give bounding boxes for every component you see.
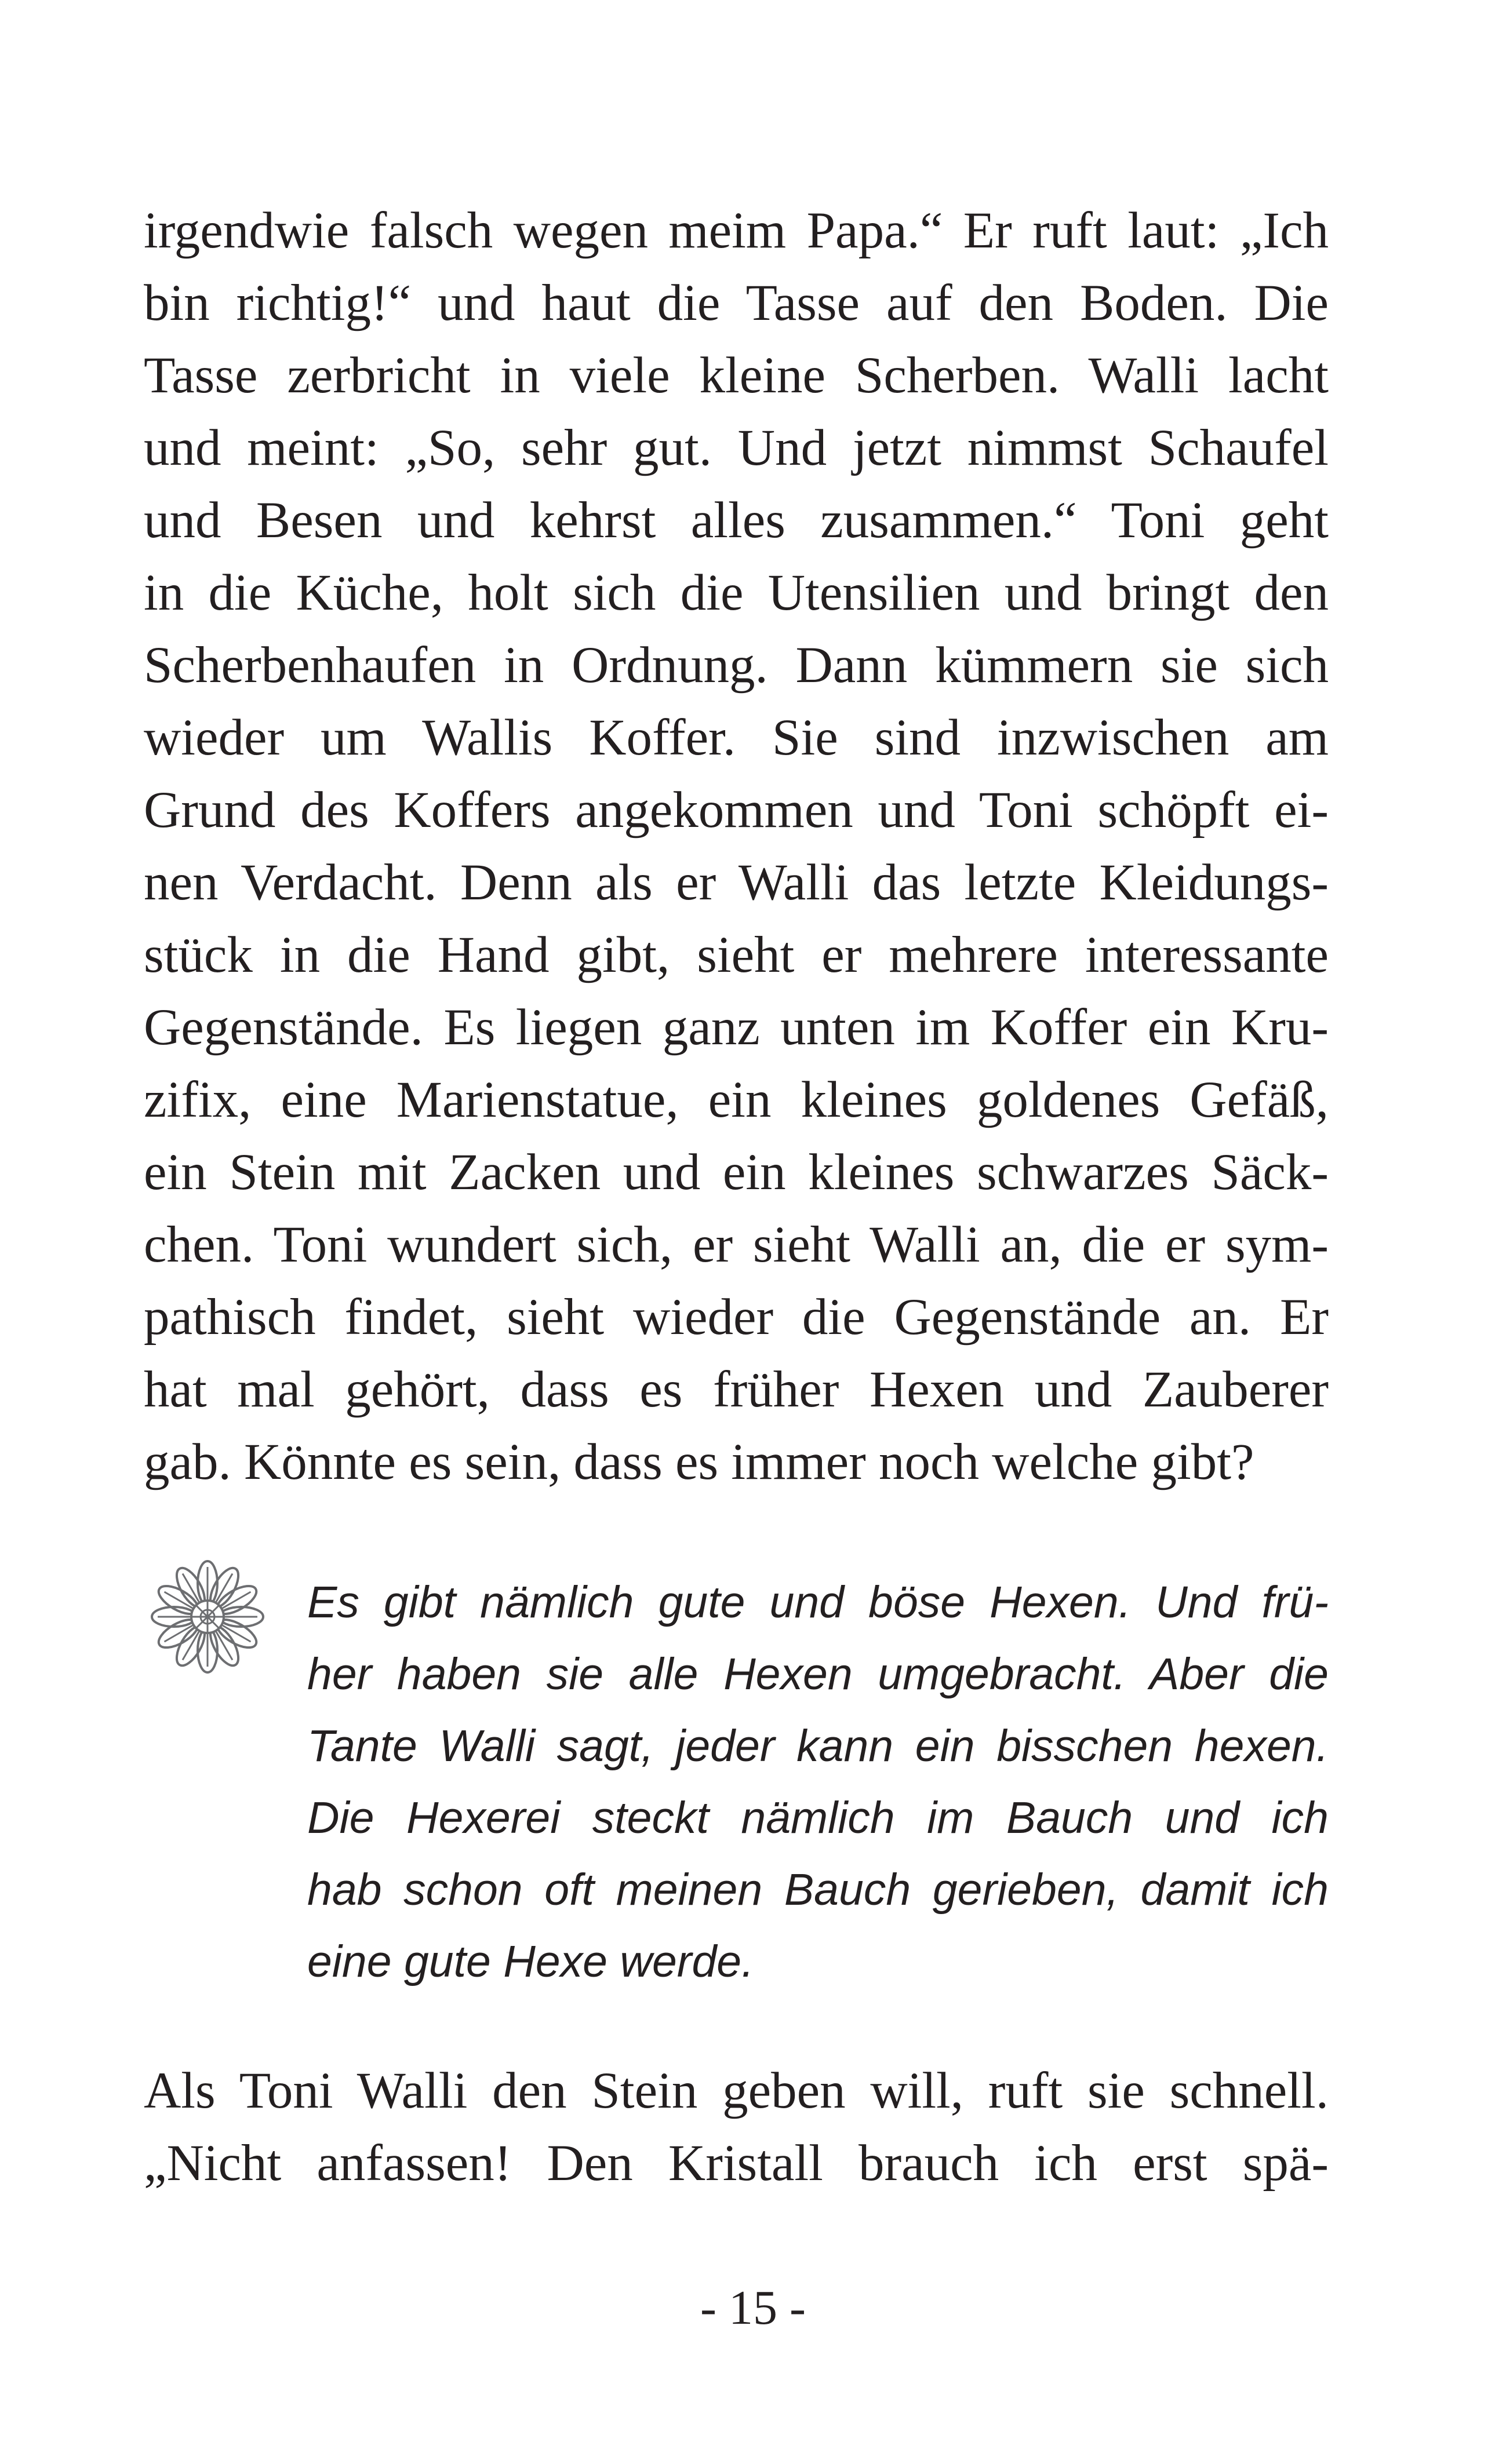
paragraph-line: nen Verdacht. Denn als er Walli das letzte Kleidungs-: [144, 854, 1329, 911]
paragraph-line: ein Stein mit Zacken und ein kleines schwarzes Säck-: [144, 1144, 1329, 1201]
paragraph-line: Als Toni Walli den Stein geben will, ruft sie schnell.: [144, 2062, 1329, 2119]
paragraph-line: zifix, eine Marienstatue, ein kleines goldenes Gefäß,: [144, 1071, 1329, 1128]
paragraph-line: „Nicht anfassen! Den Kristall brauch ich erst spä-: [144, 2135, 1329, 2192]
paragraph-line: pathisch findet, sieht wieder die Gegenstände an. Er: [144, 1289, 1329, 1346]
quote-line: Die Hexerei steckt nämlich im Bauch und ich: [307, 1793, 1329, 1843]
quote-line: Es gibt nämlich gute und böse Hexen. Und frü-: [307, 1577, 1329, 1627]
paragraph-line: stück in die Hand gibt, sieht er mehrere interessante: [144, 927, 1329, 983]
paragraph-line: bin richtig!“ und haut die Tasse auf den Boden. Die: [144, 275, 1329, 331]
flower-ornament-icon: [150, 1559, 265, 1675]
paragraph-line: chen. Toni wundert sich, er sieht Walli an, die er sym-: [144, 1216, 1329, 1273]
page-number: - 15 -: [700, 2281, 806, 2335]
paragraph-line: Grund des Koffers angekommen und Toni schöpft ei-: [144, 782, 1329, 839]
paragraph-line: Tasse zerbricht in viele kleine Scherben. Walli lacht: [144, 347, 1329, 404]
paragraph-line: gab. Könnte es sein, dass es immer noch welche gibt?: [144, 1434, 1254, 1490]
paragraph-line: und Besen und kehrst alles zusammen.“ Toni geht: [144, 492, 1329, 549]
quote-line: hab schon oft meinen Bauch gerieben, damit ich: [307, 1865, 1329, 1915]
paragraph-line: wieder um Wallis Koffer. Sie sind inzwischen am: [144, 709, 1329, 766]
paragraph-line: hat mal gehört, dass es früher Hexen und Zauberer: [144, 1361, 1329, 1418]
paragraph-line: Gegenstände. Es liegen ganz unten im Koffer ein Kru-: [144, 999, 1329, 1056]
quote-line: eine gute Hexe werde.: [307, 1937, 754, 1986]
paragraph-line: irgendwie falsch wegen meim Papa.“ Er ruft laut: „Ich: [144, 202, 1329, 259]
quote-line: her haben sie alle Hexen umgebracht. Aber die: [307, 1649, 1329, 1699]
paragraph-line: Scherbenhaufen in Ordnung. Dann kümmern sie sich: [144, 637, 1329, 694]
paragraph-line: und meint: „So, sehr gut. Und jetzt nimmst Schaufel: [144, 420, 1329, 476]
quote-line: Tante Walli sagt, jeder kann ein bisschen hexen.: [307, 1721, 1329, 1771]
paragraph-line: in die Küche, holt sich die Utensilien und bringt den: [144, 564, 1329, 621]
